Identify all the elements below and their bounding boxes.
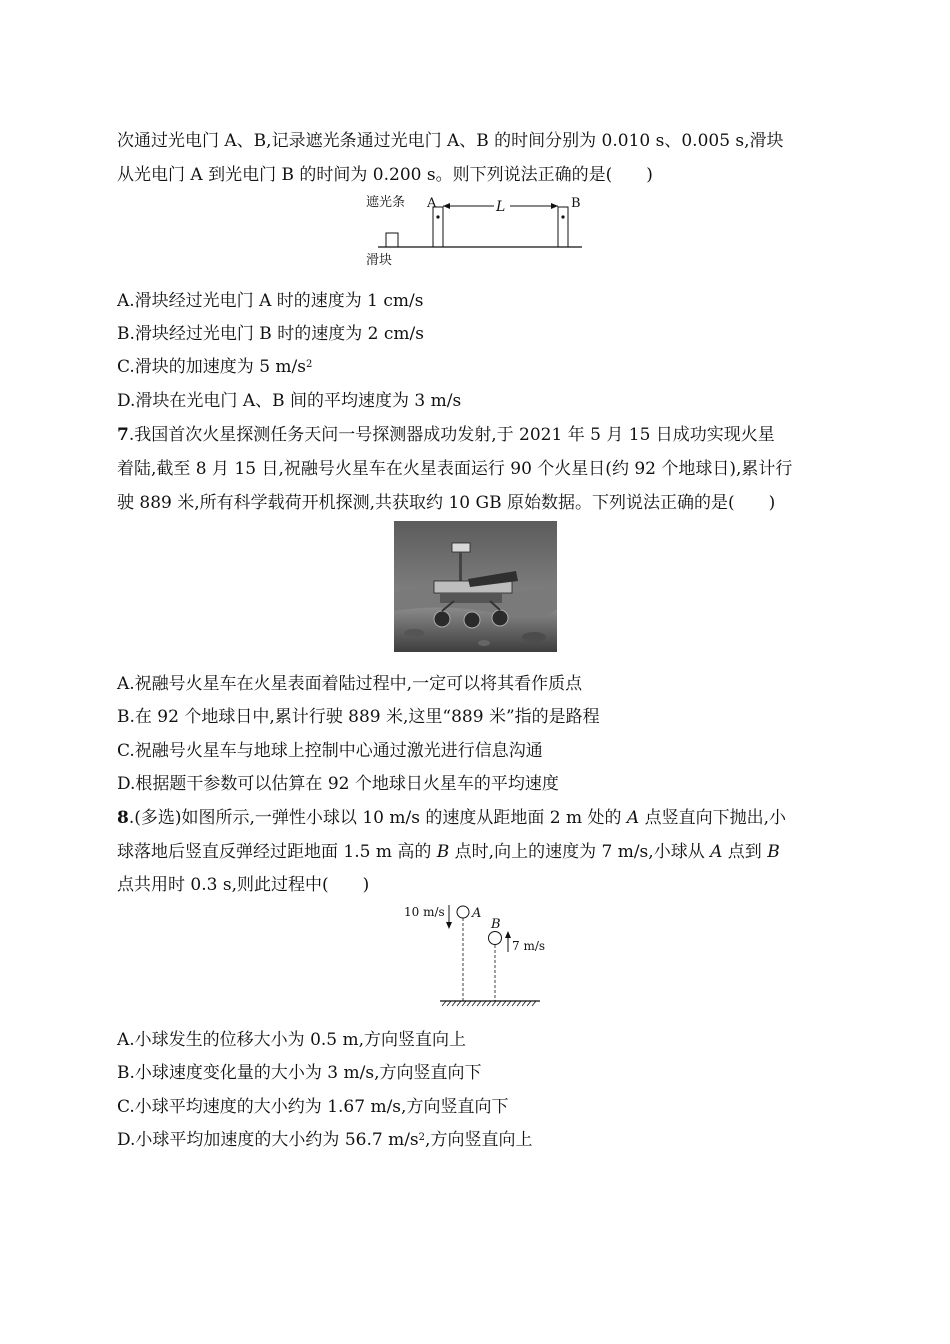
gate-a-sensor: [436, 215, 439, 218]
gate-a: [433, 207, 443, 247]
arrow-down-head: [446, 922, 452, 929]
label-distance-l: L: [496, 199, 506, 215]
q6-option-d: D.滑块在光电门 A、B 间的平均速度为 3 m/s: [117, 391, 462, 411]
gate-b: [558, 207, 568, 247]
q8-ball-figure: [400, 900, 560, 1016]
ground-hatched: [440, 1001, 540, 1006]
q7-option-c: C.祝融号火星车与地球上控制中心通过激光进行信息沟通: [117, 741, 543, 761]
q6-option-b: B.滑块经过光电门 B 时的速度为 2 cm/s: [117, 324, 424, 344]
label-point-b: B: [491, 917, 501, 932]
ball-a: [457, 906, 469, 918]
q6-stem-line-1: 次通过光电门 A、B,记录遮光条通过光电门 A、B 的时间分别为 0.010 s、0.005 s,滑块: [117, 131, 784, 151]
q7-stem-line-2: 着陆,截至 8 月 15 日,祝融号火星车在火星表面运行 90 个火星日(约 92 个地球日),累计行: [117, 459, 793, 479]
q8-option-b: B.小球速度变化量的大小为 3 m/s,方向竖直向下: [117, 1063, 482, 1083]
ball-b: [489, 932, 502, 945]
q8-stem-line-2: 球落地后竖直反弹经过距地面 1.5 m 高的 B 点时,向上的速度为 7 m/s,小球从 A 点到 B: [117, 842, 780, 862]
q7-number: 7: [117, 425, 129, 445]
q7-stem-line-1: 7.我国首次火星探测任务天问一号探测器成功发射,于 2021 年 5 月 15 日成功实现火星: [117, 425, 775, 445]
slider-block: [386, 233, 398, 247]
gate-b-sensor: [561, 215, 564, 218]
q8-stem-line-3: 点共用时 0.3 s,则此过程中( ): [117, 875, 370, 895]
q7-option-b: B.在 92 个地球日中,累计行驶 889 米,这里“889 米”指的是路程: [117, 707, 600, 727]
label-velocity-a: 10 m/s: [404, 905, 445, 919]
q6-option-a: A.滑块经过光电门 A 时的速度为 1 cm/s: [117, 291, 424, 311]
q7-mars-rover-photo: [394, 521, 557, 656]
arrow-up-head: [505, 931, 511, 938]
q6-photogate-figure: [360, 190, 590, 274]
label-velocity-b: 7 m/s: [512, 939, 546, 953]
q8-number: 8: [117, 808, 129, 828]
arrowhead-right: [551, 203, 558, 209]
q8-option-c: C.小球平均速度的大小约为 1.67 m/s,方向竖直向下: [117, 1097, 509, 1117]
label-slider: 滑块: [366, 253, 393, 268]
label-gate-b: B: [571, 196, 581, 211]
label-point-a: A: [472, 906, 482, 921]
q7-option-d: D.根据题干参数可以估算在 92 个地球日火星车的平均速度: [117, 774, 559, 794]
arrowhead-left: [443, 203, 450, 209]
q7-option-a: A.祝融号火星车在火星表面着陆过程中,一定可以将其看作质点: [117, 674, 583, 694]
q8-option-d: D.小球平均加速度的大小约为 56.7 $m/s^2$,方向竖直向上: [117, 1130, 533, 1150]
q6-stem-line-2: 从光电门 A 到光电门 B 的时间为 0.200 s。则下列说法正确的是( ): [117, 165, 653, 185]
q7-stem-line-3: 驶 889 米,所有科学载荷开机探测,共获取约 10 GB 原始数据。下列说法正确的是( ): [117, 493, 776, 513]
label-shade-strip: 遮光条: [366, 195, 406, 210]
q8-option-a: A.小球发生的位移大小为 0.5 m,方向竖直向上: [117, 1030, 467, 1050]
label-gate-a: A: [427, 196, 437, 211]
q6-option-c: C.滑块的加速度为 5 $m/s^2$: [117, 357, 313, 377]
q8-stem-line-1: 8.(多选)如图所示,一弹性小球以 10 m/s 的速度从距地面 2 m 处的 A 点竖直向下抛出,小: [117, 808, 786, 828]
